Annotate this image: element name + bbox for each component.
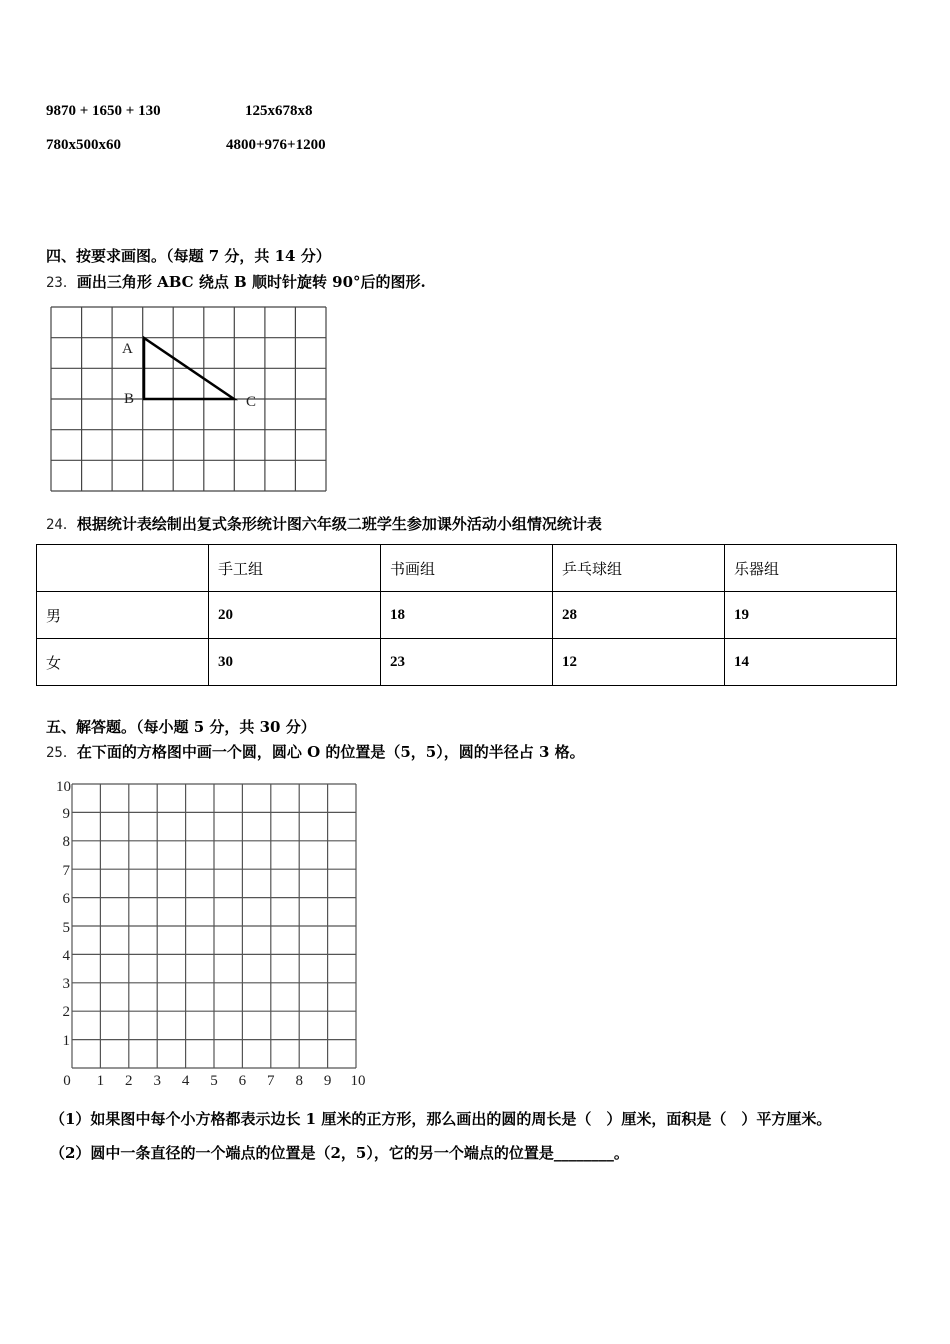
x-tick-label: 9 [323,1073,332,1089]
label-b: B [124,391,135,407]
table-cell: 18 [381,592,553,639]
y-tick-label: 10 [56,779,71,795]
coordinate-grid [40,775,380,1095]
section-4-title: 四、按要求画图。（每题 7 分，共 14 分） [46,247,331,265]
y-tick-label: 4 [62,948,70,964]
calc-expression-1: 9870 + 1650 + 130 [46,103,161,119]
y-tick-label: 5 [62,920,70,936]
table-header-row [37,545,897,592]
y-tick-label: 8 [62,834,70,850]
label-c: C [246,394,257,410]
label-a: A [122,341,133,357]
question-number: 24． [46,517,77,533]
row-label: 女 [37,639,209,686]
table-header-cell: 书画组 [381,545,553,592]
table-row [37,592,897,639]
x-tick-label: 8 [295,1073,303,1089]
x-tick-label: 4 [181,1073,190,1089]
table-cell: 14 [725,639,897,686]
table-header-cell: 乒乓球组 [553,545,725,592]
sub-question-2: （2）圆中一条直径的一个端点的位置是（2，5），它的另一个端点的位置是________。 [50,1144,629,1162]
section-5-title: 五、解答题。（每小题 5 分，共 30 分） [46,718,316,736]
y-tick-label: 9 [62,806,70,822]
triangle-grid [50,306,328,494]
x-tick-label: 5 [210,1073,218,1089]
activity-stats-table [36,544,897,686]
x-tick-label: 10 [350,1073,366,1089]
table-cell: 30 [209,639,381,686]
y-tick-label: 7 [62,863,70,879]
table-cell: 23 [381,639,553,686]
y-tick-label: 6 [62,891,70,907]
x-tick-label: 3 [153,1073,161,1089]
x-tick-label: 2 [125,1073,133,1089]
x-tick-label: 6 [238,1073,247,1089]
sub-question-1: （1）如果图中每个小方格都表示边长 1 厘米的正方形，那么画出的圆的周长是（ ）厘米，面积是（ ）平方厘米。 [50,1110,832,1128]
calc-expression-2: 125x678x8 [245,103,313,119]
question-23 [46,271,426,292]
question-text: 根据统计表绘制出复式条形统计图六年级二班学生参加课外活动小组情况统计表 [76,515,602,533]
table-row [37,639,897,686]
x-tick-label: 0 [63,1073,71,1089]
y-tick-label: 2 [62,1004,70,1020]
question-25 [46,741,585,762]
question-number: 23． [46,275,77,291]
question-number: 25． [46,745,77,761]
x-tick-label: 1 [96,1073,105,1089]
table-header-cell [37,545,209,592]
calc-expression-4: 4800+976+1200 [226,137,326,153]
table-cell: 19 [725,592,897,639]
table-header-cell: 乐器组 [725,545,897,592]
x-tick-label: 7 [267,1073,275,1089]
question-text: 在下面的方格图中画一个圆，圆心 O 的位置是（5，5），圆的半径占 3 格。 [76,743,585,761]
table-header-cell: 手工组 [209,545,381,592]
table-cell: 12 [553,639,725,686]
calc-expression-3: 780x500x60 [46,137,121,153]
y-tick-label: 3 [62,976,70,992]
table-cell: 20 [209,592,381,639]
question-text: 画出三角形 ABC 绕点 B 顺时针旋转 90°后的图形. [76,273,426,291]
row-label: 男 [37,592,209,639]
question-24 [46,513,602,534]
y-tick-label: 1 [62,1033,70,1049]
table-cell: 28 [553,592,725,639]
